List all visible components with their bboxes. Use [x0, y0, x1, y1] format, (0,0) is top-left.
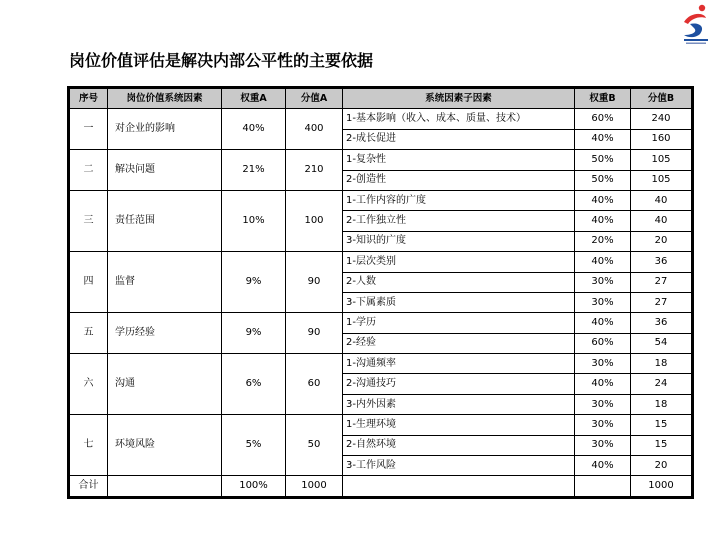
subfactor-name: 1-基本影响（收入、成本、质量、技术） — [343, 109, 575, 129]
subfactor-score-b: 20 — [631, 231, 692, 251]
total-label: 合计 — [70, 476, 108, 496]
subfactor-name: 2-创造性 — [343, 170, 575, 190]
row-factor: 监督 — [108, 252, 222, 313]
subfactor-name: 2-成长促进 — [343, 129, 575, 149]
row-factor: 环境风险 — [108, 415, 222, 476]
subfactor-score-b: 15 — [631, 435, 692, 455]
header-factor: 岗位价值系统因素 — [108, 89, 222, 109]
subfactor-weight-b: 50% — [575, 170, 631, 190]
table-row — [70, 150, 692, 170]
header-weight-b: 权重B — [575, 89, 631, 109]
row-score-a: 90 — [286, 313, 343, 354]
table-row — [70, 313, 692, 333]
row-no: 三 — [70, 190, 108, 251]
subfactor-score-b: 54 — [631, 333, 692, 353]
subfactor-score-b: 20 — [631, 456, 692, 476]
subfactor-name: 3-内外因素 — [343, 394, 575, 414]
row-no: 二 — [70, 150, 108, 191]
table-row — [70, 109, 692, 129]
row-weight-a: 40% — [222, 109, 286, 150]
subfactor-weight-b: 30% — [575, 354, 631, 374]
subfactor-weight-b: 30% — [575, 394, 631, 414]
subfactor-name: 3-工作风险 — [343, 456, 575, 476]
subfactor-weight-b: 60% — [575, 109, 631, 129]
total-empty-cell — [575, 476, 631, 496]
subfactor-score-b: 105 — [631, 170, 692, 190]
subfactor-score-b: 24 — [631, 374, 692, 394]
total-empty-cell — [108, 476, 222, 496]
subfactor-name: 1-生理环境 — [343, 415, 575, 435]
total-weight-a: 100% — [222, 476, 286, 496]
header-score-b: 分值B — [631, 89, 692, 109]
row-no: 六 — [70, 354, 108, 415]
subfactor-score-b: 40 — [631, 211, 692, 231]
total-empty-cell — [343, 476, 575, 496]
subfactor-weight-b: 40% — [575, 190, 631, 210]
subfactor-score-b: 105 — [631, 150, 692, 170]
subfactor-score-b: 36 — [631, 313, 692, 333]
row-weight-a: 5% — [222, 415, 286, 476]
row-weight-a: 9% — [222, 252, 286, 313]
subfactor-score-b: 40 — [631, 190, 692, 210]
table-row — [70, 354, 692, 374]
row-factor: 解决问题 — [108, 150, 222, 191]
row-no: 四 — [70, 252, 108, 313]
row-factor: 学历经验 — [108, 313, 222, 354]
header-weight-a: 权重A — [222, 89, 286, 109]
row-score-a: 50 — [286, 415, 343, 476]
subfactor-name: 3-知识的广度 — [343, 231, 575, 251]
row-factor: 责任范围 — [108, 190, 222, 251]
subfactor-name: 2-工作独立性 — [343, 211, 575, 231]
subfactor-score-b: 36 — [631, 252, 692, 272]
subfactor-weight-b: 60% — [575, 333, 631, 353]
subfactor-score-b: 18 — [631, 394, 692, 414]
row-score-a: 210 — [286, 150, 343, 191]
page-title: 岗位价值评估是解决内部公平性的主要依据 — [69, 51, 374, 70]
row-no: 五 — [70, 313, 108, 354]
subfactor-score-b: 160 — [631, 129, 692, 149]
total-score-b: 1000 — [631, 476, 692, 496]
subfactor-name: 2-自然环境 — [343, 435, 575, 455]
row-no: 一 — [70, 109, 108, 150]
evaluation-table — [69, 88, 692, 497]
subfactor-name: 2-经验 — [343, 333, 575, 353]
subfactor-weight-b: 40% — [575, 374, 631, 394]
figure-logo-icon — [676, 2, 715, 46]
subfactor-name: 1-层次类别 — [343, 252, 575, 272]
header-no: 序号 — [70, 89, 108, 109]
subfactor-score-b: 15 — [631, 415, 692, 435]
subfactor-score-b: 18 — [631, 354, 692, 374]
subfactor-weight-b: 50% — [575, 150, 631, 170]
table-header-row — [70, 89, 692, 109]
subfactor-weight-b: 30% — [575, 435, 631, 455]
row-score-a: 60 — [286, 354, 343, 415]
subfactor-weight-b: 20% — [575, 231, 631, 251]
subfactor-name: 1-沟通频率 — [343, 354, 575, 374]
row-factor: 对企业的影响 — [108, 109, 222, 150]
row-factor: 沟通 — [108, 354, 222, 415]
row-no: 七 — [70, 415, 108, 476]
row-score-a: 100 — [286, 190, 343, 251]
subfactor-weight-b: 30% — [575, 292, 631, 312]
header-subfactor: 系统因素子因素 — [343, 89, 575, 109]
table-row — [70, 190, 692, 210]
table-row — [70, 415, 692, 435]
subfactor-weight-b: 40% — [575, 211, 631, 231]
row-weight-a: 6% — [222, 354, 286, 415]
subfactor-name: 1-复杂性 — [343, 150, 575, 170]
subfactor-name: 3-下属素质 — [343, 292, 575, 312]
row-weight-a: 10% — [222, 190, 286, 251]
row-score-a: 400 — [286, 109, 343, 150]
subfactor-score-b: 27 — [631, 272, 692, 292]
subfactor-score-b: 240 — [631, 109, 692, 129]
total-score-a: 1000 — [286, 476, 343, 496]
row-score-a: 90 — [286, 252, 343, 313]
row-weight-a: 21% — [222, 150, 286, 191]
subfactor-weight-b: 40% — [575, 313, 631, 333]
subfactor-name: 2-人数 — [343, 272, 575, 292]
subfactor-weight-b: 40% — [575, 252, 631, 272]
subfactor-weight-b: 40% — [575, 456, 631, 476]
table-row — [70, 252, 692, 272]
header-score-a: 分值A — [286, 89, 343, 109]
subfactor-name: 1-学历 — [343, 313, 575, 333]
subfactor-name: 2-沟通技巧 — [343, 374, 575, 394]
subfactor-name: 1-工作内容的广度 — [343, 190, 575, 210]
subfactor-weight-b: 30% — [575, 415, 631, 435]
subfactor-score-b: 27 — [631, 292, 692, 312]
row-weight-a: 9% — [222, 313, 286, 354]
total-row — [70, 476, 692, 496]
subfactor-weight-b: 40% — [575, 129, 631, 149]
subfactor-weight-b: 30% — [575, 272, 631, 292]
